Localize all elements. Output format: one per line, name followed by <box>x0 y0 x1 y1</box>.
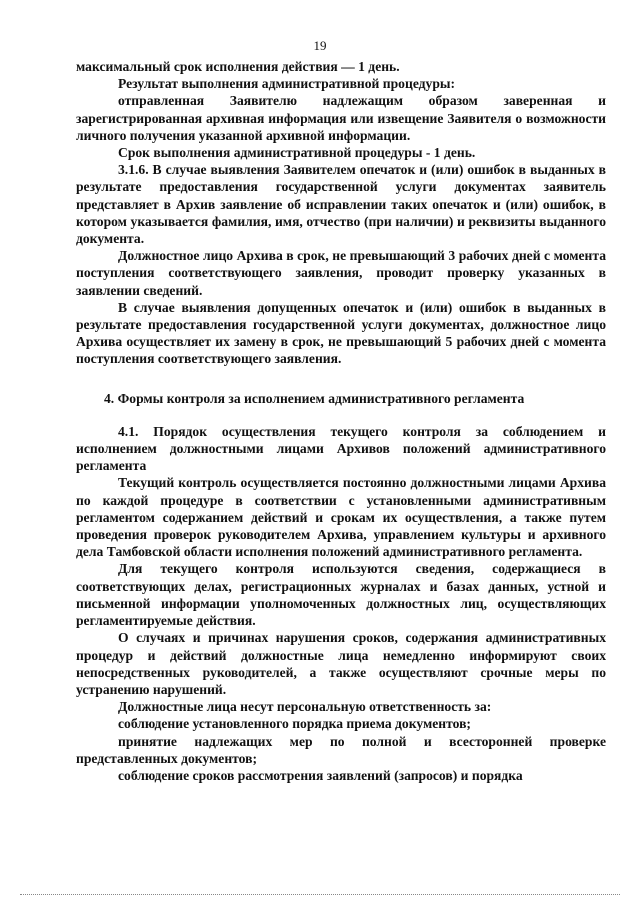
paragraph: максимальный срок исполнения действия — 1 день. <box>76 59 400 74</box>
document-body <box>76 58 606 784</box>
paragraph: О случаях и причинах нарушения сроков, содержания административных процедур и действий должностные лица немедленно информируют своих непосредственных руководителей, а также осуществляют срочные меры по устранению нарушений. <box>76 630 606 697</box>
paragraph: Должностные лица несут персональную ответственность за: <box>118 699 492 715</box>
subsection-heading: 4.1. Порядок осуществления текущего контроля за соблюдением и исполнением должностными лицами Архивов положений административного регламента <box>76 423 606 474</box>
paragraph: 3.1.6. В случае выявления Заявителем опечаток и (или) ошибок в выданных в результате предоставления государственной услуги документах заявитель представляет в Архив заявление об исправлении таких опечаток и (или) ошибок, в котором указывается фамилия, имя, отчество (при наличии) и реквизиты выданного документа. <box>76 162 606 247</box>
section-heading: 4. Формы контроля за исполнением административного регламента <box>104 390 525 406</box>
paragraph: соблюдение установленного порядка приема документов; <box>118 716 471 732</box>
paragraph: Должностное лицо Архива в срок, не превышающий 3 рабочих дней с момента поступления соответствующего заявления, проводит проверку указанных в заявлении сведений. <box>76 248 606 298</box>
page-number: 19 <box>313 38 327 53</box>
paragraph: соблюдение сроков рассмотрения заявлений (запросов) и порядка <box>118 767 523 783</box>
paragraph: Срок выполнения административной процедуры - 1 день. <box>118 145 476 161</box>
paragraph: принятие надлежащих мер по полной и всесторонней проверке представленных документов; <box>76 733 606 766</box>
paragraph: отправленная Заявителю надлежащим образом заверенная и зарегистрированная архивная информация или извещение Заявителя о возможности личного получения указанной архивной информации. <box>76 93 606 143</box>
scan-artifact-line <box>20 894 620 896</box>
paragraph: В случае выявления допущенных опечаток и (или) ошибок в выданных в результате предоставления государственной услуги документах, должностное лицо Архива осуществляет их замену в срок, не превышающий 5 рабочих дней с момента поступления соответствующего заявления. <box>76 299 606 367</box>
paragraph: Результат выполнения административной процедуры: <box>118 76 456 92</box>
paragraph: Текущий контроль осуществляется постоянно должностными лицами Архива по каждой процедуре в соответствии с установленными административным регламентом содержанием действий и срокам их осуществления, а также путем проведения проверок руководителем Архива, управлением культуры и архивного дела Тамбовской области исполнения положений административного регламента. <box>76 475 606 560</box>
paragraph: Для текущего контроля используются сведения, содержащиеся в соответствующих делах, регистрационных журналах и базах данных, устной и письменной информации уполномоченных должностных лиц, осуществляющих регламентируемые действия. <box>76 561 606 629</box>
